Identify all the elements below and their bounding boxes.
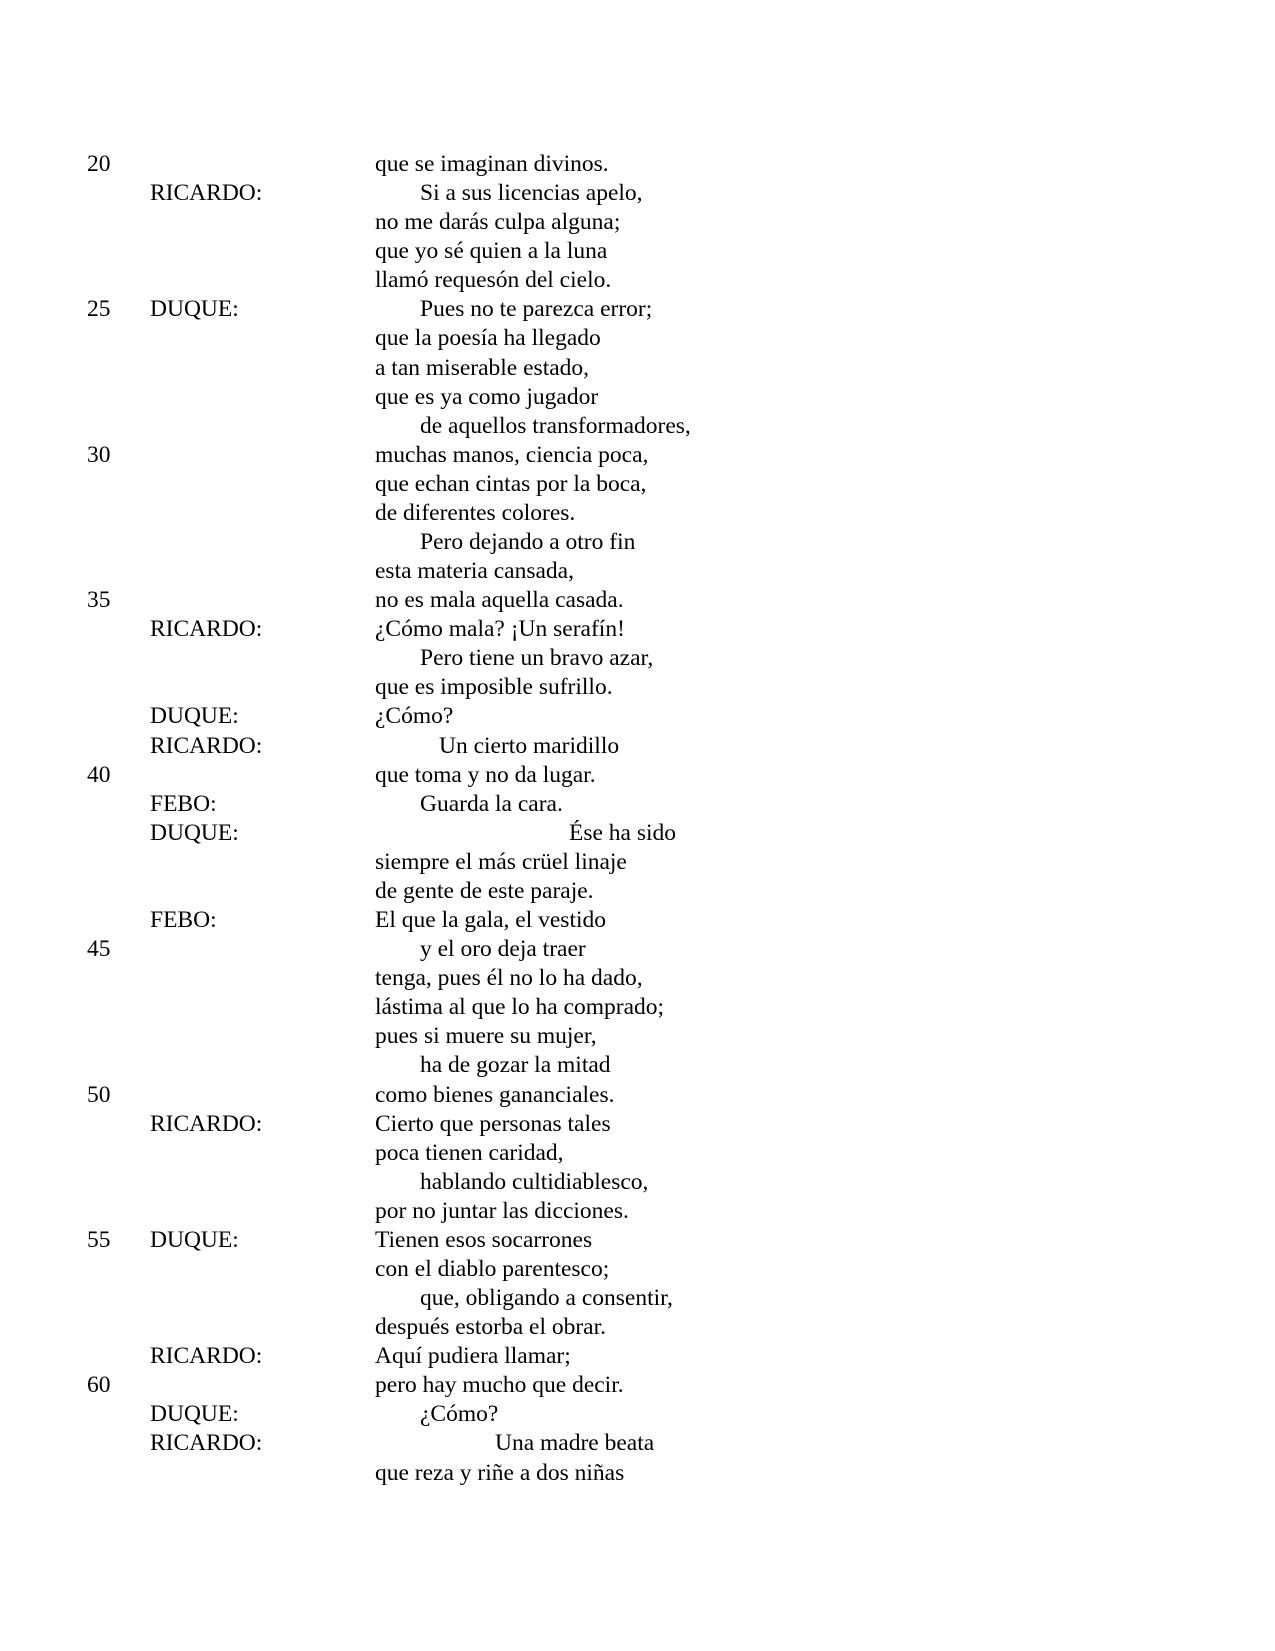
speaker-name: FEBO: [150, 907, 217, 934]
line-number: 60 [87, 1372, 111, 1399]
verse-text: hablando cultidiablesco, [420, 1168, 649, 1195]
verse-text: tenga, pues él no lo ha dado, [375, 965, 643, 992]
verse-text: ¿Cómo? [375, 703, 454, 730]
verse-row [0, 964, 1275, 993]
verse-row [0, 1168, 1275, 1197]
verse-text: El que la gala, el vestido [375, 907, 607, 934]
verse-row [0, 702, 1275, 731]
verse-text: Aquí pudiera llamar; [375, 1343, 571, 1370]
verse-text: como bienes gananciales. [375, 1081, 615, 1108]
verse-row [0, 1081, 1275, 1110]
line-number: 50 [87, 1081, 111, 1108]
speaker-name: DUQUE: [150, 296, 239, 323]
verse-text: Si a sus licencias apelo, [420, 180, 643, 207]
verse-text: llamó requesón del cielo. [375, 267, 612, 294]
speaker-name: RICARDO: [150, 616, 263, 643]
verse-row [0, 499, 1275, 528]
speaker-name: FEBO: [150, 790, 217, 817]
line-number: 25 [87, 296, 111, 323]
verse-text: de aquellos transformadores, [420, 412, 691, 439]
verse-row [0, 324, 1275, 353]
speaker-name: RICARDO: [150, 1110, 263, 1137]
verse-row [0, 179, 1275, 208]
verse-row [0, 470, 1275, 499]
verse-text: esta materia cansada, [375, 558, 574, 585]
verse-row [0, 1342, 1275, 1371]
speaker-name: RICARDO: [150, 1343, 263, 1370]
speaker-name: DUQUE: [150, 1226, 239, 1253]
verse-text: no me darás culpa alguna; [375, 209, 621, 236]
verse-row [0, 935, 1275, 964]
verse-row [0, 761, 1275, 790]
verse-text: poca tienen caridad, [375, 1139, 564, 1166]
verse-row [0, 557, 1275, 586]
speaker-name: DUQUE: [150, 819, 239, 846]
verse-text: que es ya como jugador [375, 383, 599, 410]
speaker-name: RICARDO: [150, 180, 263, 207]
verse-text: Pues no te parezca error; [420, 296, 653, 323]
line-number: 20 [87, 151, 111, 177]
verse-row [0, 586, 1275, 615]
verse-row [0, 1371, 1275, 1400]
verse-row [0, 383, 1275, 412]
speaker-name: DUQUE: [150, 1401, 239, 1428]
verse-text: de gente de este paraje. [375, 877, 594, 904]
verse-row [0, 877, 1275, 906]
verse-text: no es mala aquella casada. [375, 587, 624, 614]
verse-row [0, 732, 1275, 761]
verse-row [0, 441, 1275, 470]
verse-row [0, 906, 1275, 935]
speaker-name: RICARDO: [150, 732, 263, 759]
speaker-name: RICARDO: [150, 1430, 263, 1457]
line-number: 45 [87, 936, 111, 963]
verse-text: después estorba el obrar. [375, 1314, 607, 1341]
verse-row [0, 790, 1275, 819]
verse-row [0, 150, 1275, 179]
verse-text: a tan miserable estado, [375, 354, 590, 381]
verse-text: lástima al que lo ha comprado; [375, 994, 665, 1021]
verse-text: que se imaginan divinos. [375, 151, 609, 177]
verse-text: muchas manos, ciencia poca, [375, 441, 649, 468]
verse-row [0, 644, 1275, 673]
line-number: 55 [87, 1226, 111, 1253]
verse-row [0, 673, 1275, 702]
verse-text: Un cierto maridillo [439, 732, 620, 759]
verse-text: Tienen esos socarrones [375, 1226, 593, 1253]
speaker-name: DUQUE: [150, 703, 239, 730]
verse-text: que echan cintas por la boca, [375, 470, 647, 497]
verse-row [0, 1139, 1275, 1168]
verse-text: que, obligando a consentir, [420, 1285, 673, 1312]
verse-text: Guarda la cara. [420, 790, 563, 817]
verse-row [0, 819, 1275, 848]
verse-row [0, 993, 1275, 1022]
verse-row [0, 1051, 1275, 1080]
line-number: 35 [87, 587, 111, 614]
verse-row [0, 615, 1275, 644]
verse-text: de diferentes colores. [375, 499, 576, 526]
verse-row [0, 412, 1275, 441]
verse-row [0, 237, 1275, 266]
verse-text: Pero tiene un bravo azar, [420, 645, 654, 672]
line-number: 30 [87, 441, 111, 468]
verse-row [0, 1022, 1275, 1051]
verse-text: pues si muere su mujer, [375, 1023, 597, 1050]
verse-text: que reza y riñe a dos niñas [375, 1459, 625, 1486]
verse-text: que toma y no da lugar. [375, 761, 596, 788]
verse-text: Cierto que personas tales [375, 1110, 611, 1137]
verse-row [0, 1429, 1275, 1458]
verse-row [0, 1110, 1275, 1139]
verse-text: ¿Cómo mala? ¡Un serafín! [375, 616, 625, 643]
verse-list [0, 150, 1275, 1488]
verse-text: Ése ha sido [569, 819, 677, 846]
line-number: 40 [87, 761, 111, 788]
verse-row [0, 1197, 1275, 1226]
verse-row [0, 1255, 1275, 1284]
verse-text: ¿Cómo? [420, 1401, 499, 1428]
verse-row [0, 208, 1275, 237]
verse-text: Pero dejando a otro fin [420, 529, 636, 556]
verse-text: que yo sé quien a la luna [375, 238, 608, 265]
verse-row [0, 354, 1275, 383]
verse-row [0, 528, 1275, 557]
verse-row [0, 295, 1275, 324]
verse-text: ha de gozar la mitad [420, 1052, 611, 1079]
verse-row [0, 1284, 1275, 1313]
verse-row [0, 1313, 1275, 1342]
verse-row [0, 266, 1275, 295]
verse-row [0, 1400, 1275, 1429]
verse-text: por no juntar las dicciones. [375, 1197, 629, 1224]
verse-row [0, 1226, 1275, 1255]
verse-text: pero hay mucho que decir. [375, 1372, 624, 1399]
verse-row [0, 848, 1275, 877]
verse-text: con el diablo parentesco; [375, 1255, 610, 1282]
verse-text: que la poesía ha llegado [375, 325, 601, 352]
verse-row [0, 1459, 1275, 1488]
verse-text: siempre el más crüel linaje [375, 848, 627, 875]
verse-text: Una madre beata [495, 1430, 655, 1457]
verse-text: y el oro deja traer [420, 936, 586, 963]
verse-text: que es imposible sufrillo. [375, 674, 613, 701]
